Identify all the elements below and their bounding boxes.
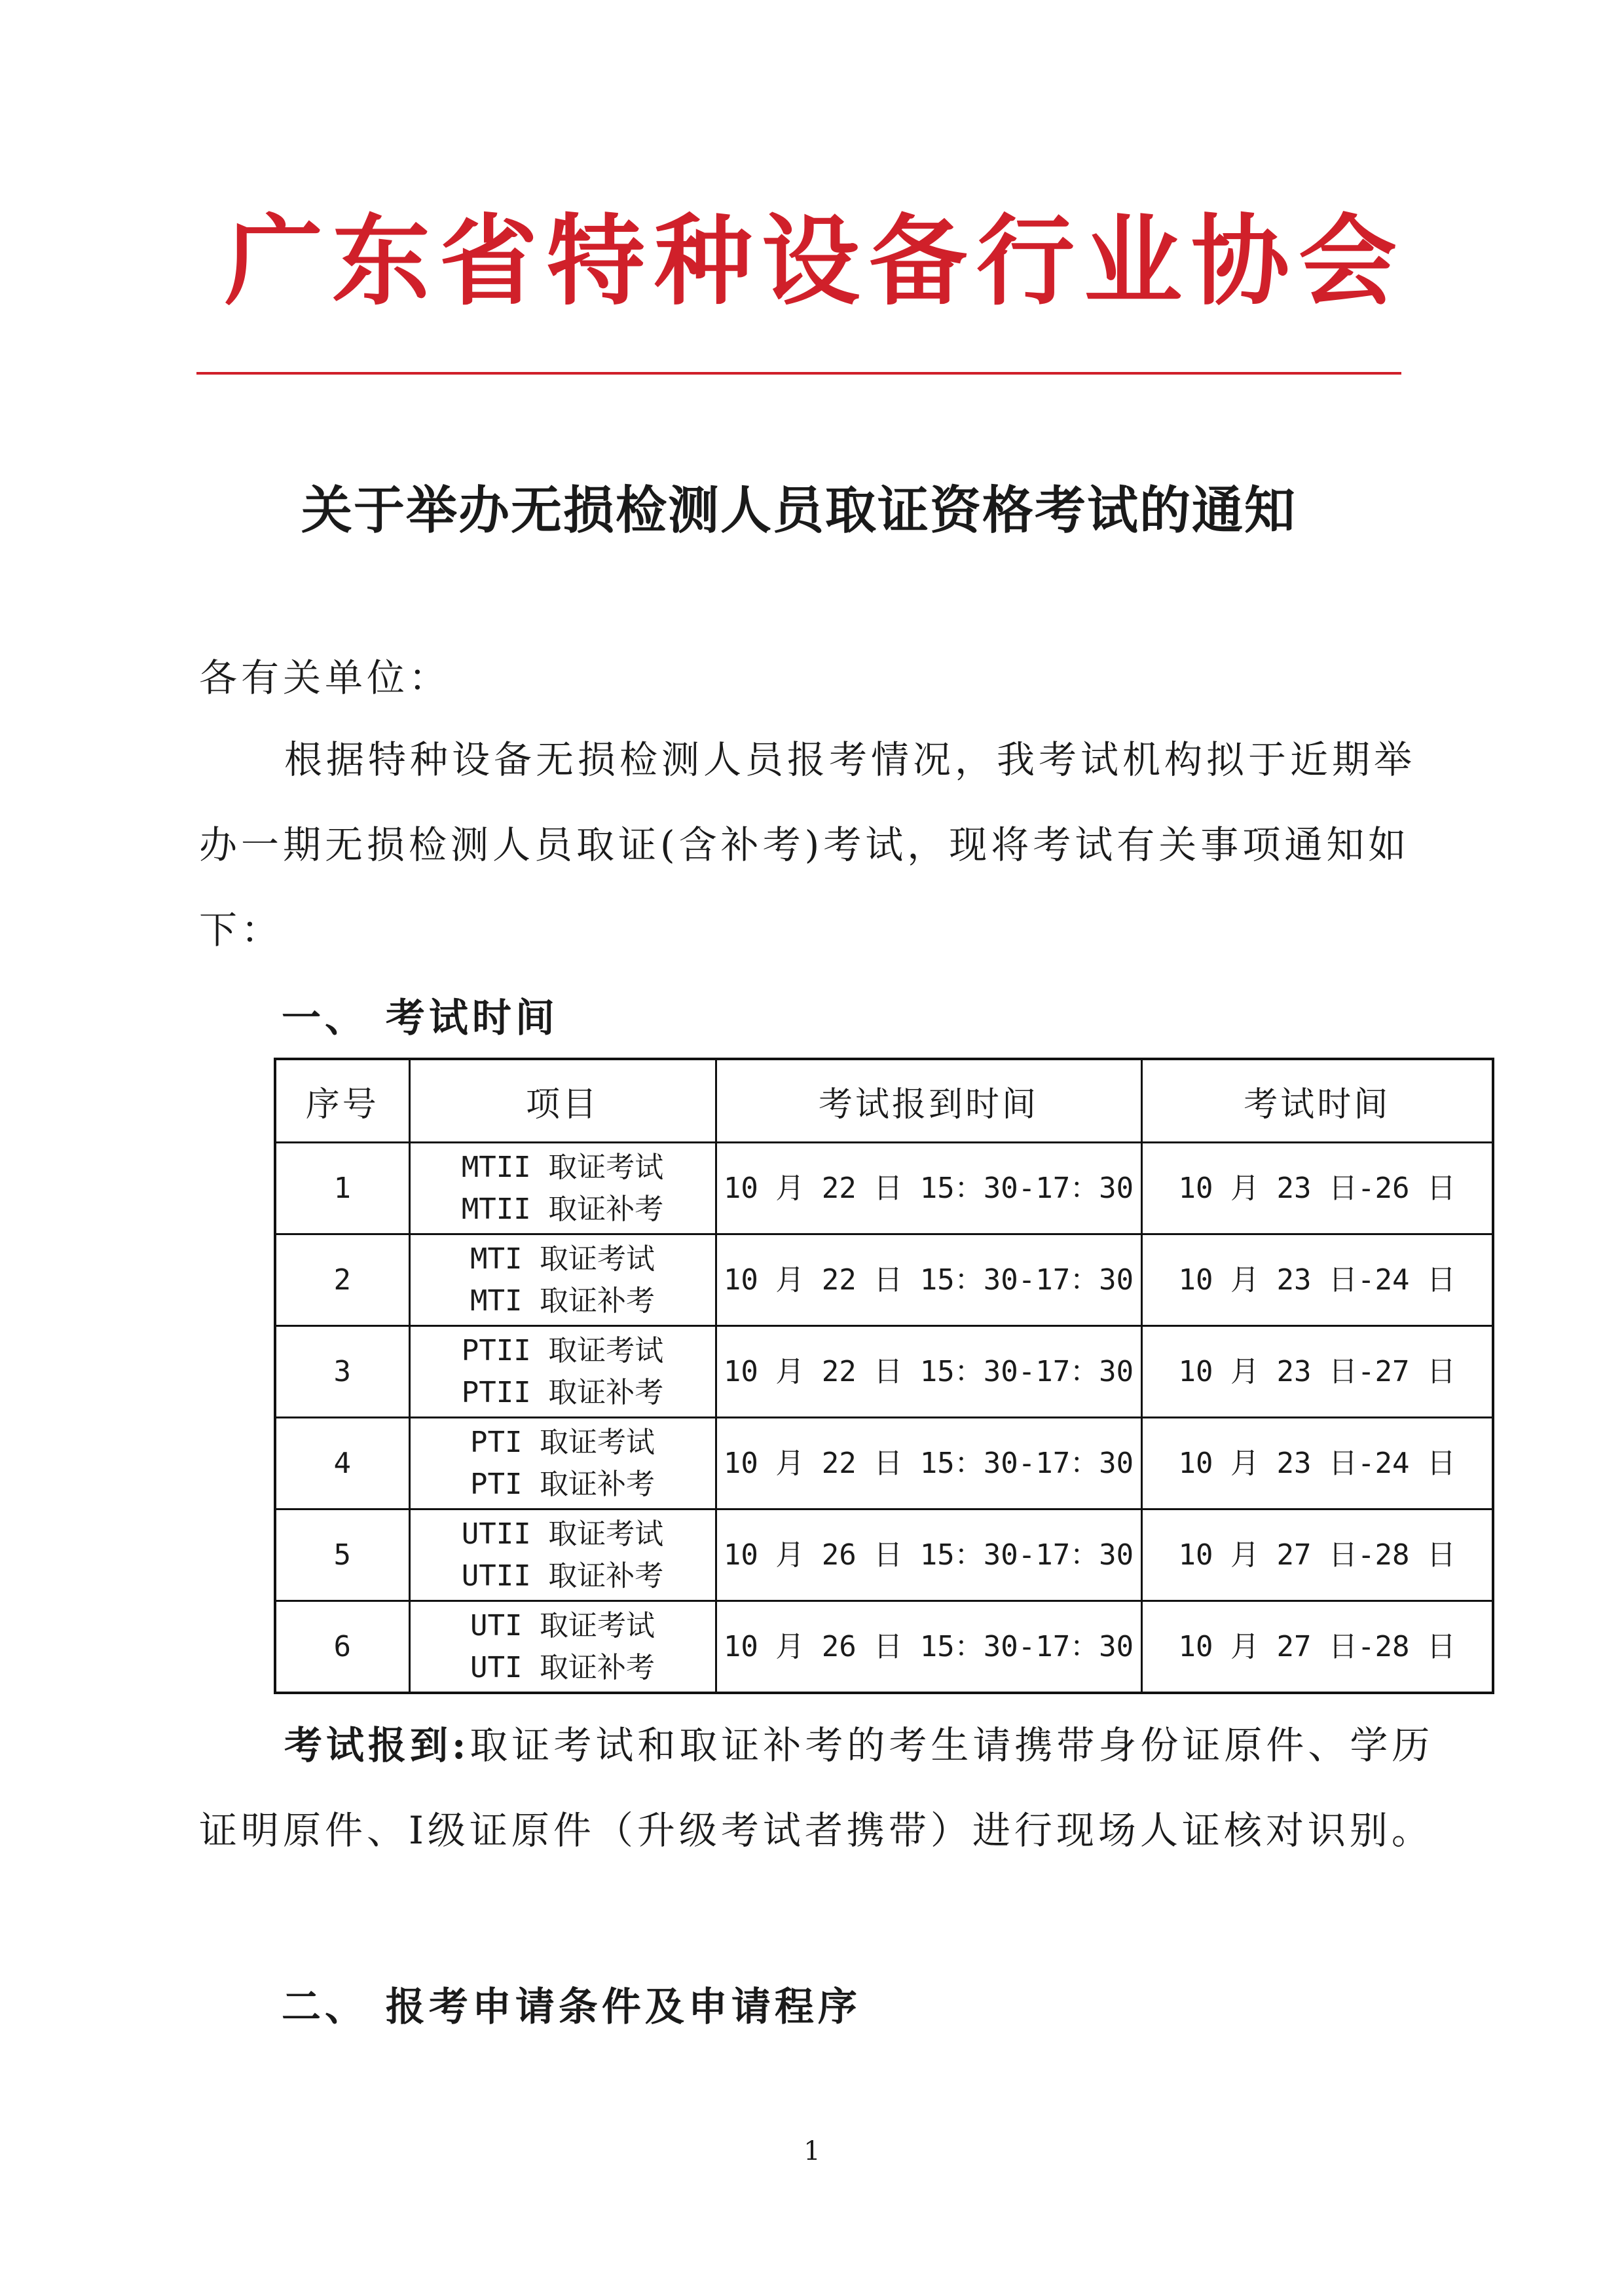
- row-no: 5: [275, 1509, 409, 1601]
- item-retake: MTI 取证补考: [470, 1284, 655, 1318]
- checkin-note-body: 取证考试和取证补考的考生请携带身份证原件、学历证明原件、Ⅰ级证原件（升级考试者携带）进行现场人证核对识别。: [199, 1723, 1434, 1853]
- salutation: 各有关单位：: [199, 656, 451, 700]
- row-no: 4: [275, 1418, 409, 1509]
- row-exam-date: 10 月 23 日-27 日: [1141, 1326, 1493, 1418]
- item-exam: MTI 取证考试: [470, 1242, 655, 1276]
- item-retake: UTI 取证补考: [470, 1650, 655, 1684]
- checkin-note-lead: 考试报到:: [284, 1723, 470, 1768]
- item-retake: UTII 取证补考: [461, 1559, 664, 1593]
- row-item: [409, 1418, 716, 1509]
- row-item: [409, 1234, 716, 1326]
- row-exam-date: 10 月 23 日-24 日: [1141, 1234, 1493, 1326]
- header-checkin-time: 考试报到时间: [716, 1059, 1141, 1143]
- row-checkin: 10 月 26 日 15：30-17：30: [716, 1509, 1141, 1601]
- checkin-note: [199, 1703, 1443, 1958]
- row-exam-date: 10 月 23 日-26 日: [1141, 1143, 1493, 1234]
- row-item: [409, 1601, 716, 1694]
- row-checkin: 10 月 22 日 15：30-17：30: [716, 1326, 1141, 1418]
- row-exam-date: 10 月 27 日-28 日: [1141, 1509, 1493, 1601]
- header-exam-time: 考试时间: [1141, 1059, 1493, 1143]
- row-no: 3: [275, 1326, 409, 1418]
- item-retake: PTI 取证补考: [470, 1467, 655, 1501]
- organization-header: 广东省特种设备行业协会: [224, 205, 1406, 319]
- header-item: 项目: [409, 1059, 716, 1143]
- row-exam-date: 10 月 27 日-28 日: [1141, 1601, 1493, 1694]
- table-row: [275, 1601, 1493, 1694]
- table-row: [275, 1326, 1493, 1418]
- item-exam: MTII 取证考试: [461, 1150, 664, 1184]
- item-exam: UTI 取证考试: [470, 1608, 655, 1642]
- document-title: 关于举办无损检测人员取证资格考试的通知: [301, 481, 1297, 540]
- row-no: 2: [275, 1234, 409, 1326]
- header-no: 序号: [275, 1059, 409, 1143]
- section-heading-exam-time: 一、 考试时间: [282, 995, 559, 1041]
- item-exam: UTII 取证考试: [461, 1517, 664, 1551]
- row-exam-date: 10 月 23 日-24 日: [1141, 1418, 1493, 1509]
- intro-paragraph: 根据特种设备无损检测人员报考情况，我考试机构拟于近期举办一期无损检测人员取证(含补考)考试，现将考试有关事项通知如下：: [199, 737, 1416, 952]
- table-row: [275, 1509, 1493, 1601]
- row-checkin: 10 月 26 日 15：30-17：30: [716, 1601, 1141, 1694]
- row-item: [409, 1509, 716, 1601]
- row-item: [409, 1143, 716, 1234]
- table-row: [275, 1143, 1493, 1234]
- row-checkin: 10 月 22 日 15：30-17：30: [716, 1418, 1141, 1509]
- table-header-row: [275, 1059, 1493, 1143]
- row-no: 1: [275, 1143, 409, 1234]
- table-row: [275, 1234, 1493, 1326]
- section-heading-application: 二、 报考申请条件及申请程序: [282, 1984, 861, 2030]
- header-divider: [196, 372, 1401, 375]
- row-checkin: 10 月 22 日 15：30-17：30: [716, 1143, 1141, 1234]
- item-retake: MTII 取证补考: [461, 1192, 664, 1226]
- row-no: 6: [275, 1601, 409, 1694]
- item-exam: PTI 取证考试: [470, 1425, 655, 1459]
- row-item: [409, 1326, 716, 1418]
- page-number: 1: [803, 2136, 821, 2166]
- row-checkin: 10 月 22 日 15：30-17：30: [716, 1234, 1141, 1326]
- table-row: [275, 1418, 1493, 1509]
- exam-schedule-table: [274, 1058, 1494, 1694]
- item-retake: PTII 取证补考: [461, 1375, 664, 1409]
- item-exam: PTII 取证考试: [461, 1333, 664, 1367]
